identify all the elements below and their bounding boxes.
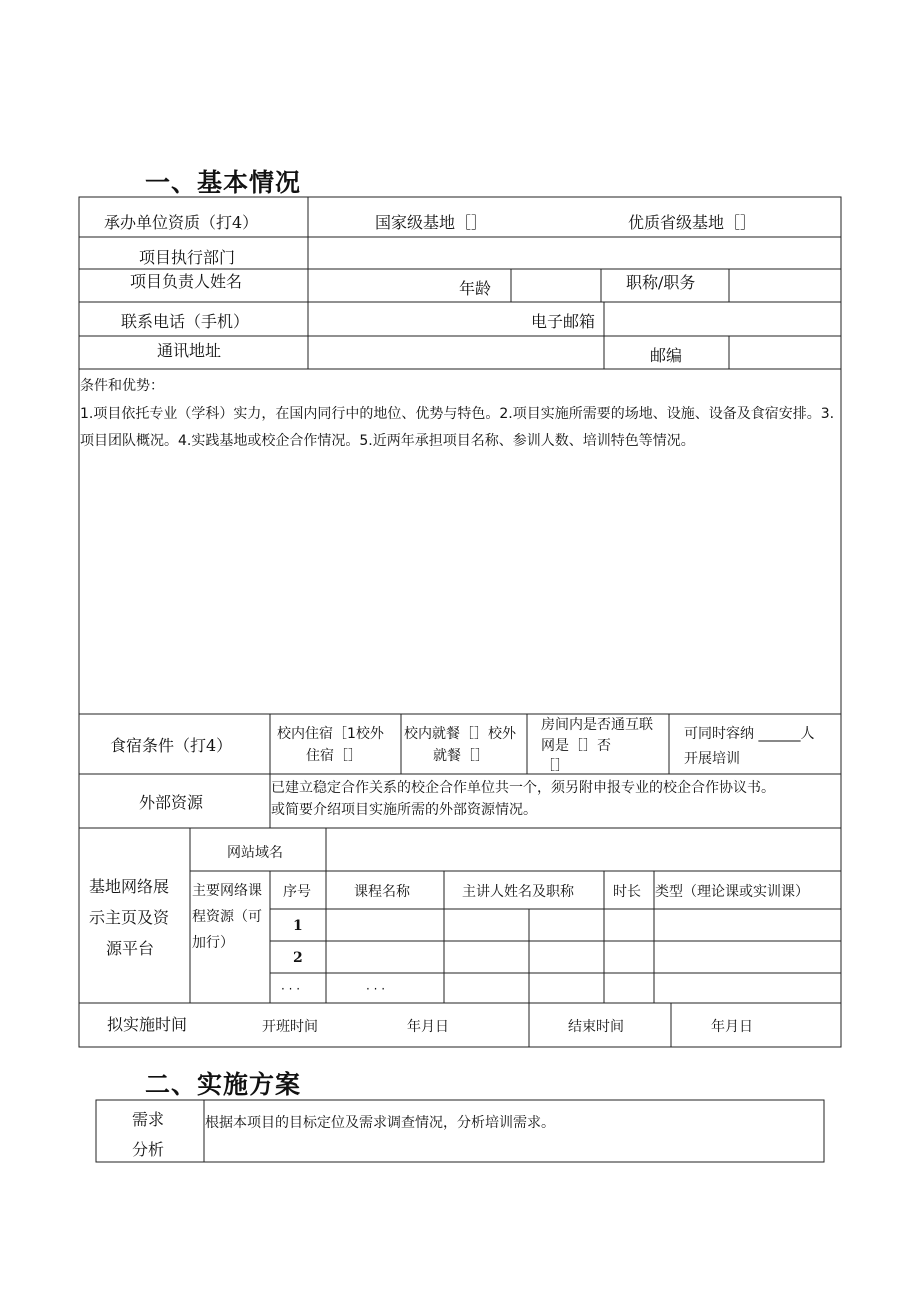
needs-analysis-label-2: 分析 — [132, 1140, 165, 1159]
unit-qualification-label: 承办单位资质（打4） — [104, 213, 259, 232]
phone-label: 联系电话（手机） — [121, 312, 250, 331]
col-header-lecturer: 主讲人姓名及职称 — [462, 884, 574, 900]
external-resources-line-2: 或简要介绍项目实施所需的外部资源情况。 — [271, 802, 537, 818]
start-date-field[interactable]: 年月日 — [407, 1019, 449, 1035]
network-platform-label-2: 示主页及资 — [89, 908, 170, 927]
external-resources-line-1: 已建立稳定合作关系的校企合作单位共一个，须另附申报专业的校企合作协议书。 — [271, 780, 775, 796]
end-date-field[interactable]: 年月日 — [711, 1019, 753, 1035]
course-row-1-seq: 1 — [293, 918, 303, 934]
online-courses-label-2: 程资源（可 — [192, 909, 262, 925]
network-platform-label-1: 基地网络展 — [89, 877, 170, 896]
course-row-2-seq: 2 — [293, 950, 303, 966]
lodging-label: 食宿条件（打4） — [110, 736, 233, 755]
needs-analysis-label-1: 需求 — [132, 1110, 165, 1129]
end-time-label: 结束时间 — [568, 1019, 624, 1035]
department-label: 项目执行部门 — [139, 248, 236, 267]
national-base-checkbox[interactable]: 国家级基地［］ — [375, 213, 488, 232]
on-campus-stay-option[interactable]: 校内住宿［1校外 — [277, 726, 384, 742]
online-courses-label-1: 主要网络课 — [192, 883, 262, 899]
conditions-text-area[interactable] — [81, 460, 839, 712]
internet-no-option[interactable]: ［］ — [541, 758, 569, 774]
conditions-heading: 条件和优势： — [80, 378, 164, 394]
website-domain-label: 网站域名 — [227, 845, 283, 861]
off-campus-stay-option[interactable]: 住宿［］ — [306, 748, 362, 764]
external-resources-label: 外部资源 — [139, 793, 204, 812]
course-row-ellipsis-seq: · · · — [281, 982, 301, 996]
leader-name-label: 项目负责人姓名 — [130, 272, 243, 291]
needs-analysis-guidance: 根据本项目的目标定位及需求调查情况，分析培训需求。 — [205, 1115, 555, 1131]
internet-question: 房间内是否通互联 — [541, 717, 653, 733]
online-courses-label-3: 加行） — [192, 935, 234, 951]
department-field[interactable] — [310, 239, 839, 267]
job-title-field[interactable] — [731, 271, 839, 300]
col-header-duration: 时长 — [613, 884, 641, 900]
course-row-ellipsis-name: · · · — [366, 982, 386, 996]
section-title-basic-info: 一、基本情况 — [145, 168, 302, 197]
off-campus-meal-option[interactable]: 就餐［］ — [433, 748, 489, 764]
postcode-field[interactable] — [731, 338, 839, 367]
internet-yes-option[interactable]: 网是［］否 — [541, 738, 611, 754]
conditions-guidance: 1.项目依托专业（学科）实力，在国内同行中的地位、优势与特色。2.项目实施所需要的场地、设施、设备及食宿安排。3.项目团队概况。4.实践基地或校企合作情况。5.近两年承担项目名称、参训人数、培训特色等情况。 — [80, 406, 835, 449]
address-label: 通讯地址 — [157, 341, 222, 360]
capacity-suffix: 开展培训 — [684, 751, 740, 767]
col-header-type: 类型（理论课或实训课） — [655, 884, 809, 900]
on-campus-meal-option[interactable]: 校内就餐［］校外 — [404, 726, 516, 742]
col-header-course-name: 课程名称 — [354, 884, 410, 900]
col-header-seq: 序号 — [283, 884, 311, 900]
job-title-label: 职称/职务 — [626, 273, 696, 292]
email-label: 电子邮箱 — [531, 312, 596, 331]
address-field[interactable] — [310, 338, 602, 367]
provincial-base-checkbox[interactable]: 优质省级基地［］ — [628, 213, 757, 232]
start-time-label: 开班时间 — [262, 1019, 318, 1035]
network-platform-label-3: 源平台 — [106, 939, 155, 958]
age-label: 年龄 — [459, 279, 492, 298]
website-domain-field[interactable] — [328, 830, 839, 869]
phone-field[interactable] — [310, 304, 520, 334]
postcode-label: 邮编 — [650, 346, 683, 365]
capacity-field[interactable]: 可同时容纳 ______人 — [684, 726, 815, 742]
schedule-label: 拟实施时间 — [107, 1015, 188, 1034]
section-title-implementation: 二、实施方案 — [145, 1070, 302, 1099]
age-field[interactable] — [513, 271, 599, 300]
email-field[interactable] — [606, 304, 839, 334]
